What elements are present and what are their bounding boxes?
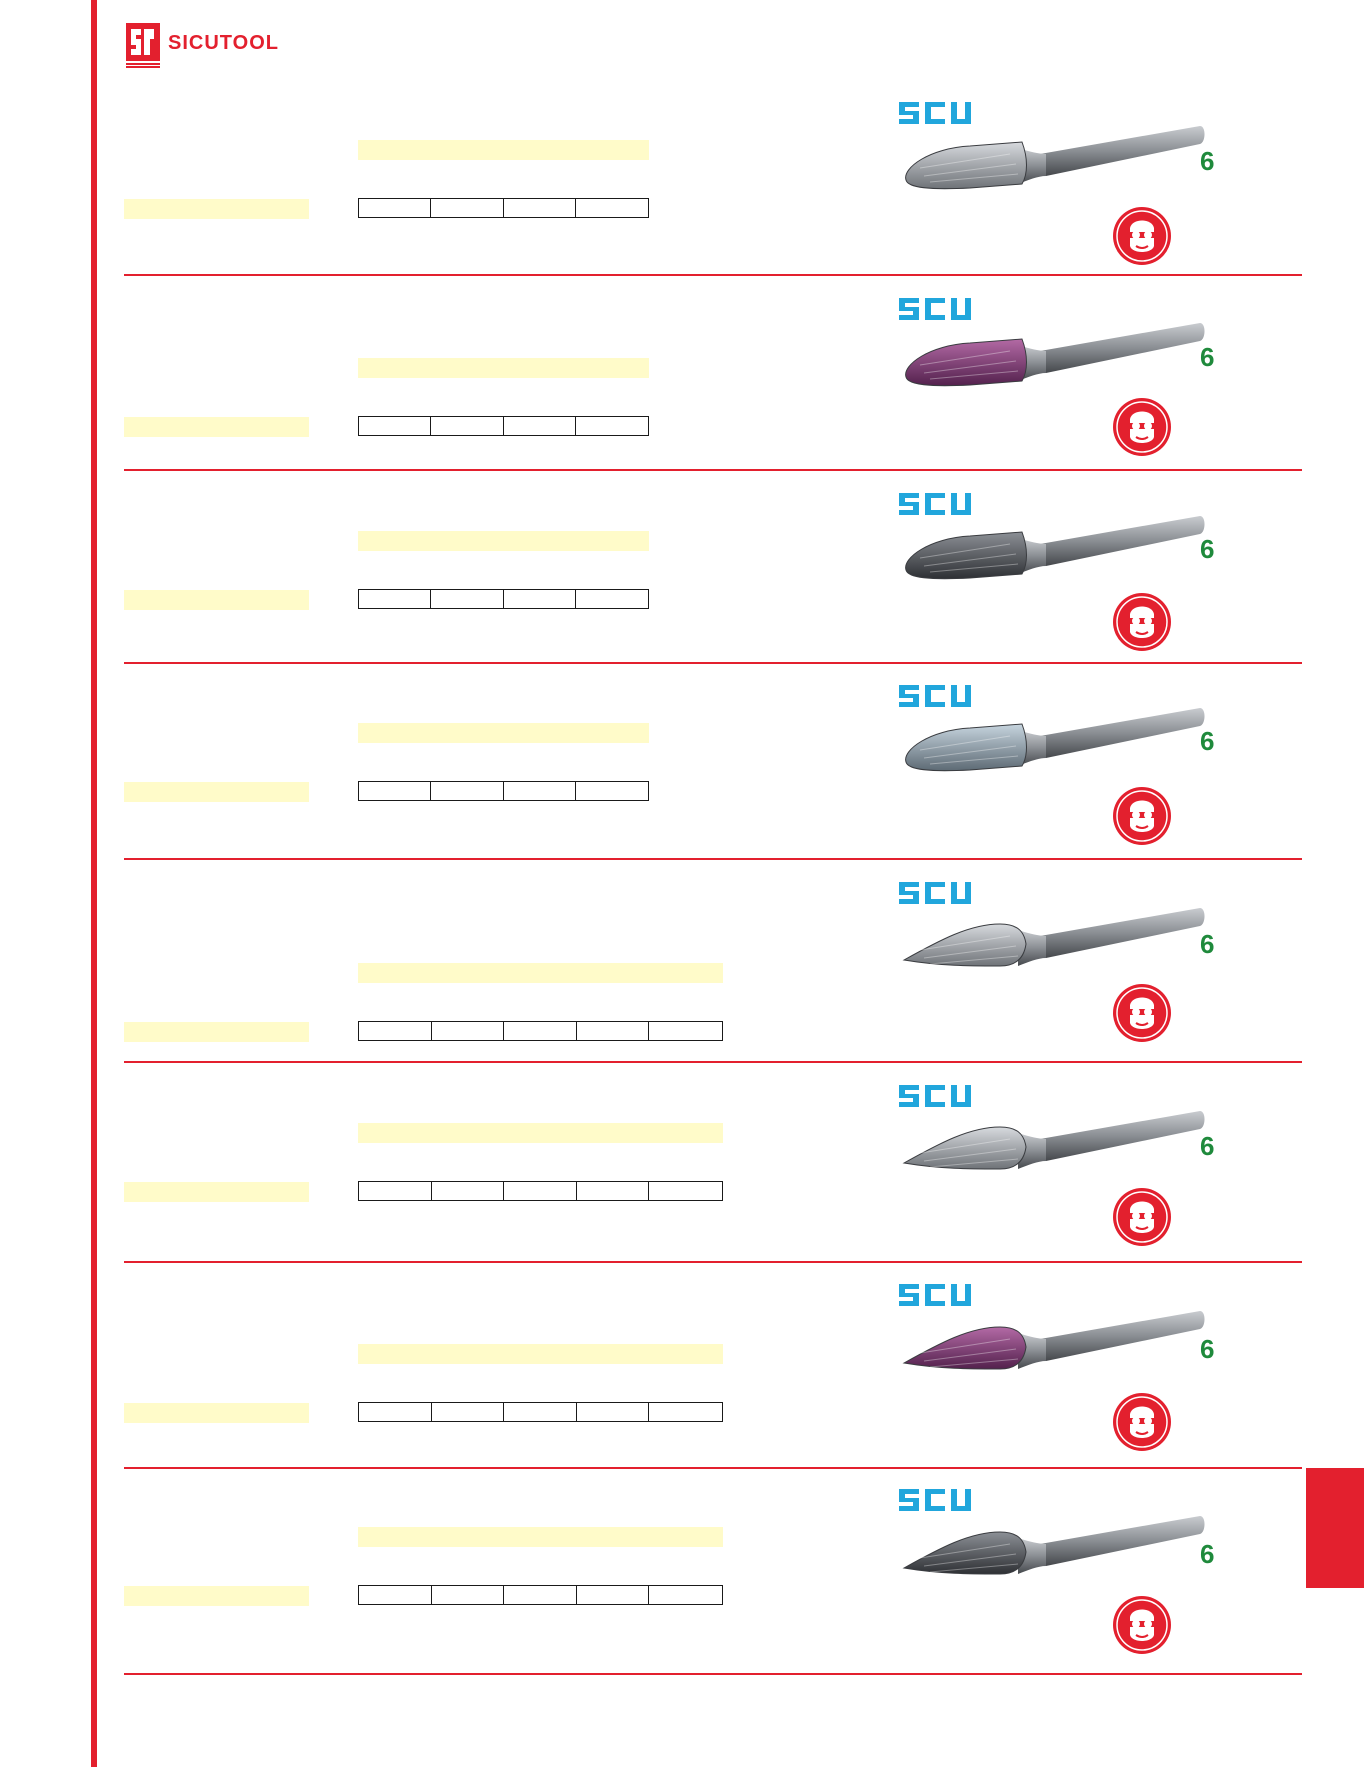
spec-table-cell <box>432 1586 505 1604</box>
spec-table-cell <box>504 1022 577 1040</box>
safety-glasses-icon <box>1112 397 1172 457</box>
spec-table-cell <box>504 1182 577 1200</box>
spec-table-row <box>358 589 649 609</box>
sicutool-logo-icon <box>126 23 160 69</box>
spec-table-cell <box>359 1182 432 1200</box>
safety-glasses-icon <box>1112 1595 1172 1655</box>
spec-table-cell <box>359 1403 432 1421</box>
section-divider <box>124 1673 1302 1675</box>
article-highlight-bar <box>124 590 309 610</box>
brand-logo <box>126 20 279 72</box>
spec-table-cell <box>504 199 576 217</box>
spec-table-cell <box>359 1586 432 1604</box>
spec-highlight-bar <box>358 723 649 743</box>
spec-table-cell <box>504 417 576 435</box>
spec-table-cell <box>577 1022 650 1040</box>
spec-table-cell <box>359 782 431 800</box>
article-highlight-bar <box>124 782 309 802</box>
quantity-badge: 6 <box>1200 342 1215 372</box>
spec-table-row <box>358 1181 723 1201</box>
spec-table-cell <box>649 1586 722 1604</box>
safety-glasses-icon <box>1112 1187 1172 1247</box>
article-highlight-bar <box>124 1182 309 1202</box>
spec-table-cell <box>432 1182 505 1200</box>
spec-table-cell <box>577 1586 650 1604</box>
safety-glasses-icon <box>1112 1392 1172 1452</box>
spec-table-cell <box>359 1022 432 1040</box>
brand-name: SICUTOOL <box>168 31 279 54</box>
spec-table-cell <box>576 590 648 608</box>
spec-table-cell <box>431 199 503 217</box>
spec-table-cell <box>649 1022 722 1040</box>
carbide-burr-image <box>900 315 1220 410</box>
spec-table-cell <box>359 590 431 608</box>
carbide-burr-image <box>900 508 1220 603</box>
spec-table-cell <box>577 1403 650 1421</box>
section-divider <box>124 858 1302 860</box>
spec-table-cell <box>432 1022 505 1040</box>
spec-table-cell <box>649 1403 722 1421</box>
safety-glasses-icon <box>1112 592 1172 652</box>
safety-glasses-icon <box>1112 983 1172 1043</box>
spec-table-row <box>358 781 649 801</box>
spec-table-cell <box>504 782 576 800</box>
chapter-tab[interactable] <box>1306 1468 1364 1588</box>
quantity-badge: 6 <box>1200 929 1215 959</box>
spec-highlight-bar <box>358 531 649 551</box>
quantity-badge: 6 <box>1200 146 1215 176</box>
section-divider <box>124 469 1302 471</box>
article-highlight-bar <box>124 1022 309 1042</box>
carbide-burr-image <box>900 700 1220 795</box>
spec-table-cell <box>504 590 576 608</box>
safety-glasses-icon <box>1112 206 1172 266</box>
spec-highlight-bar <box>358 358 649 378</box>
spec-table-cell <box>504 1403 577 1421</box>
section-divider <box>124 1061 1302 1063</box>
spec-highlight-bar <box>358 963 723 983</box>
quantity-badge: 6 <box>1200 1131 1215 1161</box>
section-divider <box>124 662 1302 664</box>
spec-table-cell <box>431 417 503 435</box>
spec-table-cell <box>359 199 431 217</box>
quantity-badge: 6 <box>1200 1334 1215 1364</box>
section-divider <box>124 274 1302 276</box>
spec-table-cell <box>577 1182 650 1200</box>
article-highlight-bar <box>124 1403 309 1423</box>
article-highlight-bar <box>124 417 309 437</box>
spec-highlight-bar <box>358 1344 723 1364</box>
spec-highlight-bar <box>358 1527 723 1547</box>
spec-table-row <box>358 1402 723 1422</box>
spec-table-row <box>358 198 649 218</box>
carbide-burr-image <box>900 1508 1220 1603</box>
spec-table-cell <box>359 417 431 435</box>
spec-highlight-bar <box>358 1123 723 1143</box>
spec-table-cell <box>504 1586 577 1604</box>
quantity-badge: 6 <box>1200 726 1215 756</box>
spec-table-row <box>358 1021 723 1041</box>
carbide-burr-image <box>900 1103 1220 1198</box>
spec-table-cell <box>431 782 503 800</box>
spec-table-cell <box>432 1403 505 1421</box>
article-highlight-bar <box>124 199 309 219</box>
section-divider <box>124 1261 1302 1263</box>
spec-table-cell <box>649 1182 722 1200</box>
spec-table-row <box>358 416 649 436</box>
carbide-burr-image <box>900 118 1220 213</box>
quantity-badge: 6 <box>1200 1539 1215 1569</box>
section-divider <box>124 1467 1302 1469</box>
spec-table-cell <box>431 590 503 608</box>
spec-table-cell <box>576 417 648 435</box>
spec-table-cell <box>576 782 648 800</box>
spec-highlight-bar <box>358 140 649 160</box>
safety-glasses-icon <box>1112 786 1172 846</box>
left-accent-bar <box>91 0 97 1767</box>
quantity-badge: 6 <box>1200 534 1215 564</box>
spec-table-row <box>358 1585 723 1605</box>
carbide-burr-image <box>900 900 1220 995</box>
spec-table-cell <box>576 199 648 217</box>
article-highlight-bar <box>124 1586 309 1606</box>
carbide-burr-image <box>900 1303 1220 1398</box>
